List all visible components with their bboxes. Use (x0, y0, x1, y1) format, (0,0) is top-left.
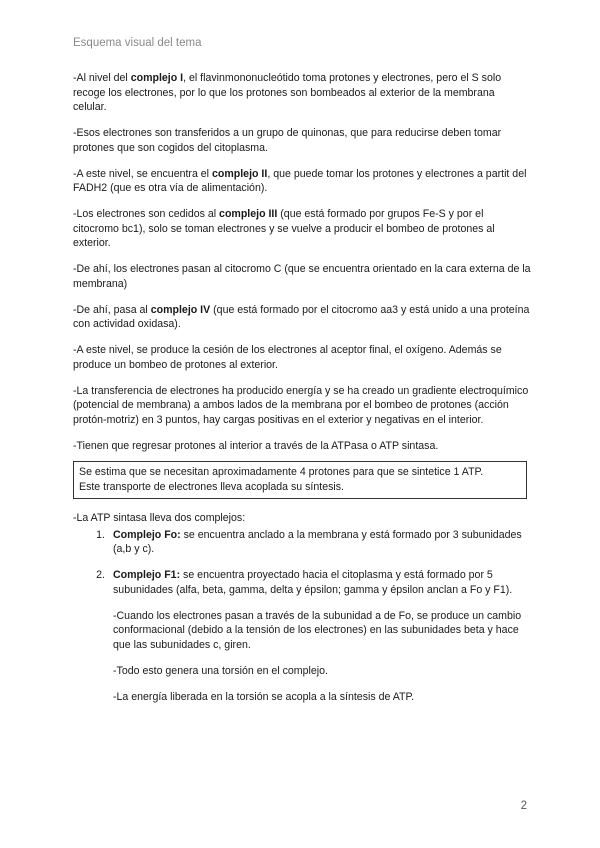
page-header: Esquema visual del tema (73, 37, 202, 49)
list-item-fo: 1. Complejo Fo: se encuentra anclado a la membrana y está formado por 3 subunidades (a,b y c). (73, 528, 531, 557)
highlight-box (73, 461, 527, 499)
complex-list (73, 528, 531, 598)
paragraph-citocromo-c: -De ahí, los electrones pasan al citocromo C (que se encuentra orientado en la cara externa de la membrana) (73, 263, 531, 290)
paragraph-complejo-3: -Los electrones son cedidos al complejo III (que está formado por grupos Fe-S y por el citocromo bc1), solo se toman electrones y se vuelve a producir el bombeo de protones al exterior. (73, 208, 495, 249)
list-number: 1. (96, 528, 105, 541)
list-item-f1: 2. Complejo F1: se encuentra proyectado hacia el citoplasma y está formado por 5 subunidades (alfa, beta, gamma, delta y épsilon; gamma y épsilon anclan a Fo y F1). (73, 568, 531, 597)
paragraph-quinonas: -Esos electrones son transferidos a un grupo de quinonas, que para reducirse deben tomar protones que son cogidos del citoplasma. (73, 127, 502, 154)
sub-paragraph-torsion: -Todo esto genera una torsión en el complejo. (113, 664, 328, 677)
list-item-title: Complejo F1: (113, 569, 181, 581)
paragraph-complejo-2: -A este nivel, se encuentra el complejo II, que puede tomar los protones y electrones a partit del FADH2 (que es otra vía de alimentación). (73, 167, 527, 194)
paragraph-oxigeno: -A este nivel, se produce la cesión de los electrones al aceptor final, el oxígeno. Además se produce un bombeo de protones al exterior. (73, 344, 502, 371)
sub-paragraph-cambio: -Cuando los electrones pasan a través de la subunidad a de Fo, se produce un cambio conformacional (debido a la tensión de los electrones) en las subunidades beta y hace que las subunidades c, giren. (113, 609, 522, 651)
page-number: 2 (520, 800, 527, 812)
box-line-1: Se estima que se necesitan aproximadamente 4 protones para que se sintetice 1 ATP. (79, 466, 484, 478)
paragraph-complejo-1: -Al nivel del complejo I, el flavinmononucleótido toma protones y electrones, pero el S solo recoge los electrones, por lo que los protones son bombeados al exterior de la membrana celular. (73, 72, 502, 113)
document-body (73, 71, 531, 716)
paragraph-atp-sintasa: -Tienen que regresar protones al interior a través de la ATPasa o ATP sintasa. (73, 439, 439, 452)
list-item-title: Complejo Fo: (113, 528, 181, 541)
sub-paragraph-energia: -La energía liberada en la torsión se acopla a la síntesis de ATP. (113, 690, 415, 703)
paragraph-complejo-4: -De ahí, pasa al complejo IV (que está formado por el citocromo aa3 y está unido a una proteína con actividad oxidasa). (73, 303, 530, 330)
list-intro: -La ATP sintasa lleva dos complejos: (73, 512, 246, 524)
paragraph-gradiente: -La transferencia de electrones ha producido energía y se ha creado un gradiente electroquímico (potencial de membrana) a ambos lados de la membrana por el bombeo de protones (acción protón-motriz) en 3 puntos, hay cargas positivas en el exterior y negativas en el interior. (73, 384, 529, 426)
list-number: 2. (96, 569, 105, 581)
box-line-2: Este transporte de electrones lleva acoplada su síntesis. (79, 480, 344, 493)
